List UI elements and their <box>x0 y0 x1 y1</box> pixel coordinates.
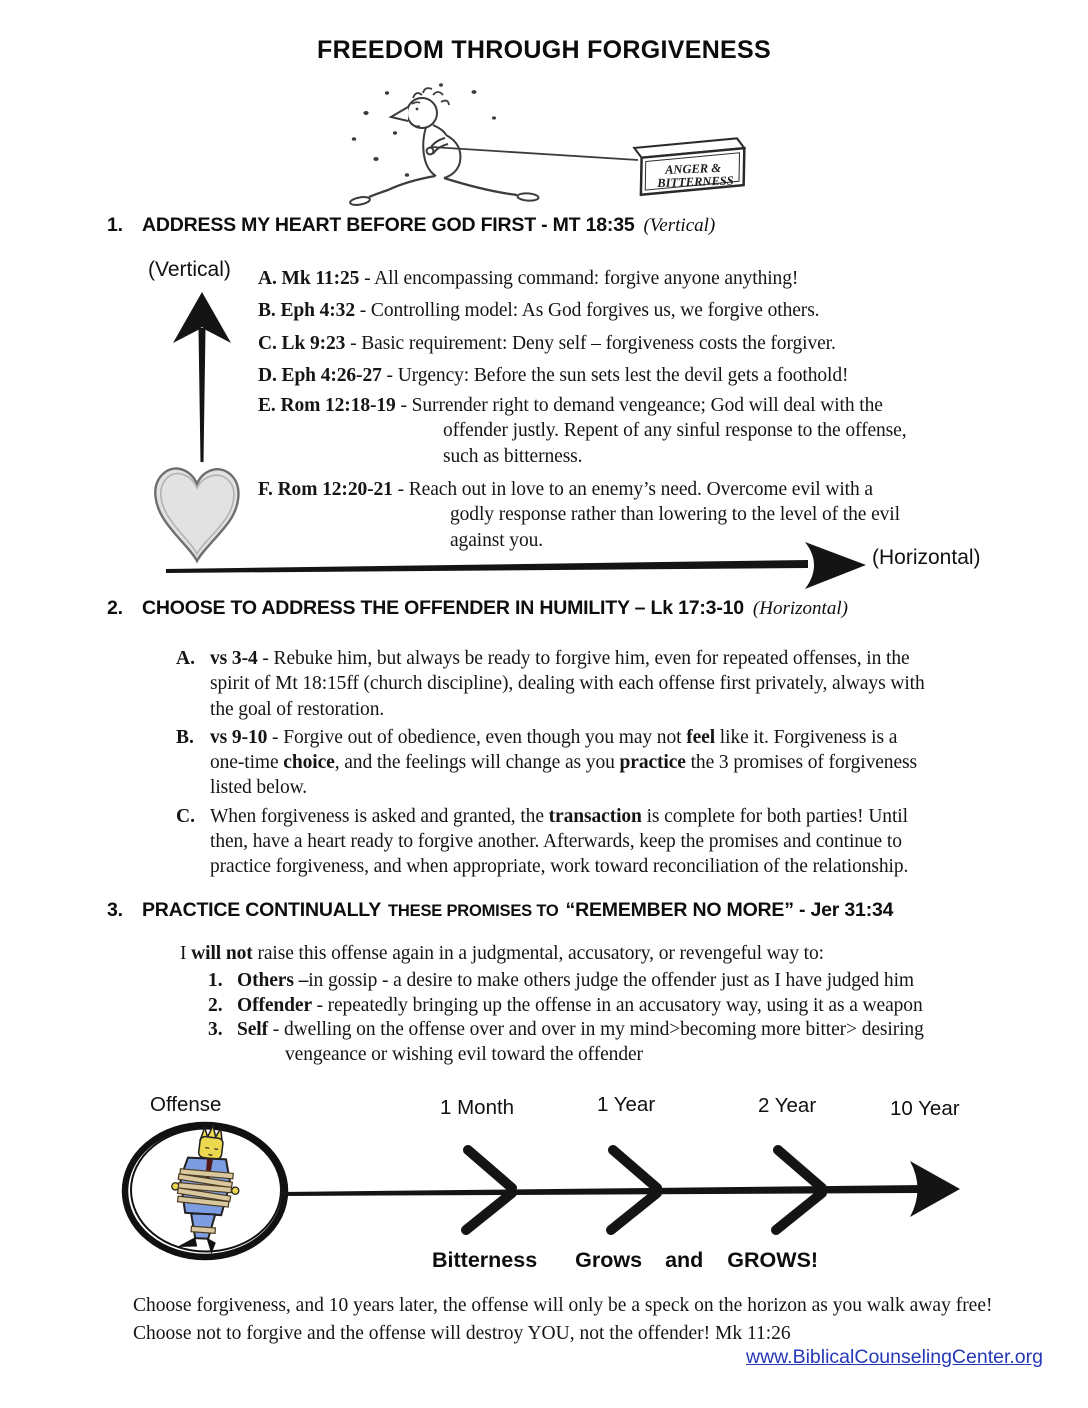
box-label-line1: ANGER & <box>664 160 722 177</box>
section3-number: 3. <box>107 899 123 921</box>
section2-item-list <box>176 646 925 883</box>
bitterness-caption: Bitterness Grows and GROWS! <box>432 1248 819 1272</box>
horizontal-arrow-graphic <box>160 540 872 592</box>
timeline-arrow-graphic <box>272 1140 964 1240</box>
rope-line <box>432 147 638 160</box>
offense-label: Offense <box>150 1093 222 1116</box>
list-item: A. Mk 11:25 - All encompassing command: forgive anyone anything! <box>258 268 799 289</box>
section2-title: CHOOSE TO ADDRESS THE OFFENDER IN HUMILITY – Lk 17:3-10 <box>142 597 744 619</box>
box-label-line2: BITTERNESS <box>657 173 734 191</box>
horizontal-axis-label: (Horizontal) <box>872 546 981 569</box>
section1-item-list <box>258 266 907 560</box>
section1-heading <box>107 214 715 237</box>
closing-line-2: Choose not to forgive and the offense will destroy YOU, not the offender! Mk 11:26 <box>133 1323 791 1344</box>
vertical-arrow-graphic <box>140 286 260 578</box>
tick-1-year: 1 Year <box>597 1093 656 1116</box>
list-item: 3. Self - dwelling on the offense over and over in my mind>becoming more bitter> desiring vengeance or wishing evil toward the offender <box>208 1019 924 1065</box>
list-item: 2. Offender - repeatedly bringing up the offense in an accusatory way, using it as a weapon <box>208 994 923 1016</box>
closing-line-1: Choose forgiveness, and 10 years later, the offense will only be a speck on the horizon as you walk away free! <box>133 1295 993 1316</box>
anger-bitterness-box <box>634 138 746 195</box>
rope-bands <box>175 1167 233 1208</box>
section1-number: 1. <box>107 214 123 236</box>
tick-1-month: 1 Month <box>440 1096 515 1119</box>
closing-text <box>133 1292 993 1348</box>
right-arrowhead-icon <box>910 1161 960 1217</box>
list-item: B. vs 9-10 - Forgive out of obedience, even though you may not feel like it. Forgiveness is a one-time choice, and the feelings will change as you practice the 3 promises of forgiveness listed below. <box>176 726 917 799</box>
section3-intro: I will not raise this offense again in a judgmental, accusatory, or revengeful way to: <box>180 943 824 964</box>
section3-heading <box>107 899 893 922</box>
website-link[interactable]: www.BiblicalCounselingCenter.org <box>746 1346 1043 1368</box>
tick-2-year: 2 Year <box>758 1094 817 1117</box>
section3-title-part3: “REMEMBER NO MORE” - Jer 31:34 <box>565 899 894 921</box>
section2-suffix: (Horizontal) <box>752 598 848 619</box>
cartoon-man-figure <box>350 83 638 206</box>
page-title: FREEDOM THROUGH FORGIVENESS <box>317 36 771 64</box>
section1-suffix: (Vertical) <box>643 215 716 236</box>
up-arrow-icon <box>173 292 231 462</box>
list-item: A. vs 3-4 - Rebuke him, but always be ready to forgive him, even for repeated offenses, in the spirit of Mt 18:15ff (church discipline), dealing with each offense first privately, always with the goal of restoration. <box>176 648 925 720</box>
section3-item-list <box>208 969 924 1067</box>
section2-heading <box>107 597 848 620</box>
section2-number: 2. <box>107 597 123 619</box>
list-item: F. Rom 12:20-21 - Reach out in love to an enemy’s need. Overcome evil with a godly response rather than lowering to the level of the evil against you. <box>258 479 900 551</box>
section3-title-part2: THESE PROMISES TO <box>388 902 559 920</box>
list-item: D. Eph 4:26-27 - Urgency: Before the sun sets lest the devil gets a foothold! <box>258 364 849 386</box>
tick-10-year: 10 Year <box>890 1097 960 1120</box>
list-item: C. Lk 9:23 - Basic requirement: Deny self – forgiveness costs the forgiver. <box>258 332 836 354</box>
section3-title-part1: PRACTICE CONTINUALLY <box>142 899 382 921</box>
dragging-burden-cartoon <box>345 80 749 212</box>
list-item: E. Rom 12:18-19 - Surrender right to demand vengeance; God will deal with the offender justly. Repent of any sinful response to the offense, such as bitterness. <box>258 395 907 467</box>
tied-offender-cartoon <box>116 1120 296 1262</box>
list-item: C. When forgiveness is asked and granted, the transaction is complete for both parties! Until then, have a heart ready to forgive another. Afterwards, keep the promises and continue to practice forgiveness, and when appropriate, work toward reconciliation of the relationship. <box>176 805 909 878</box>
list-item: 1. Others –in gossip - a desire to make others judge the offender just as I have judged him <box>208 970 914 991</box>
section1-title: ADDRESS MY HEART BEFORE GOD FIRST - MT 18:35 <box>142 214 635 236</box>
list-item: B. Eph 4:32 - Controlling model: As God forgives us, we forgive others. <box>258 300 820 322</box>
vertical-axis-label: (Vertical) <box>148 258 231 281</box>
right-arrowhead-icon <box>805 542 866 589</box>
